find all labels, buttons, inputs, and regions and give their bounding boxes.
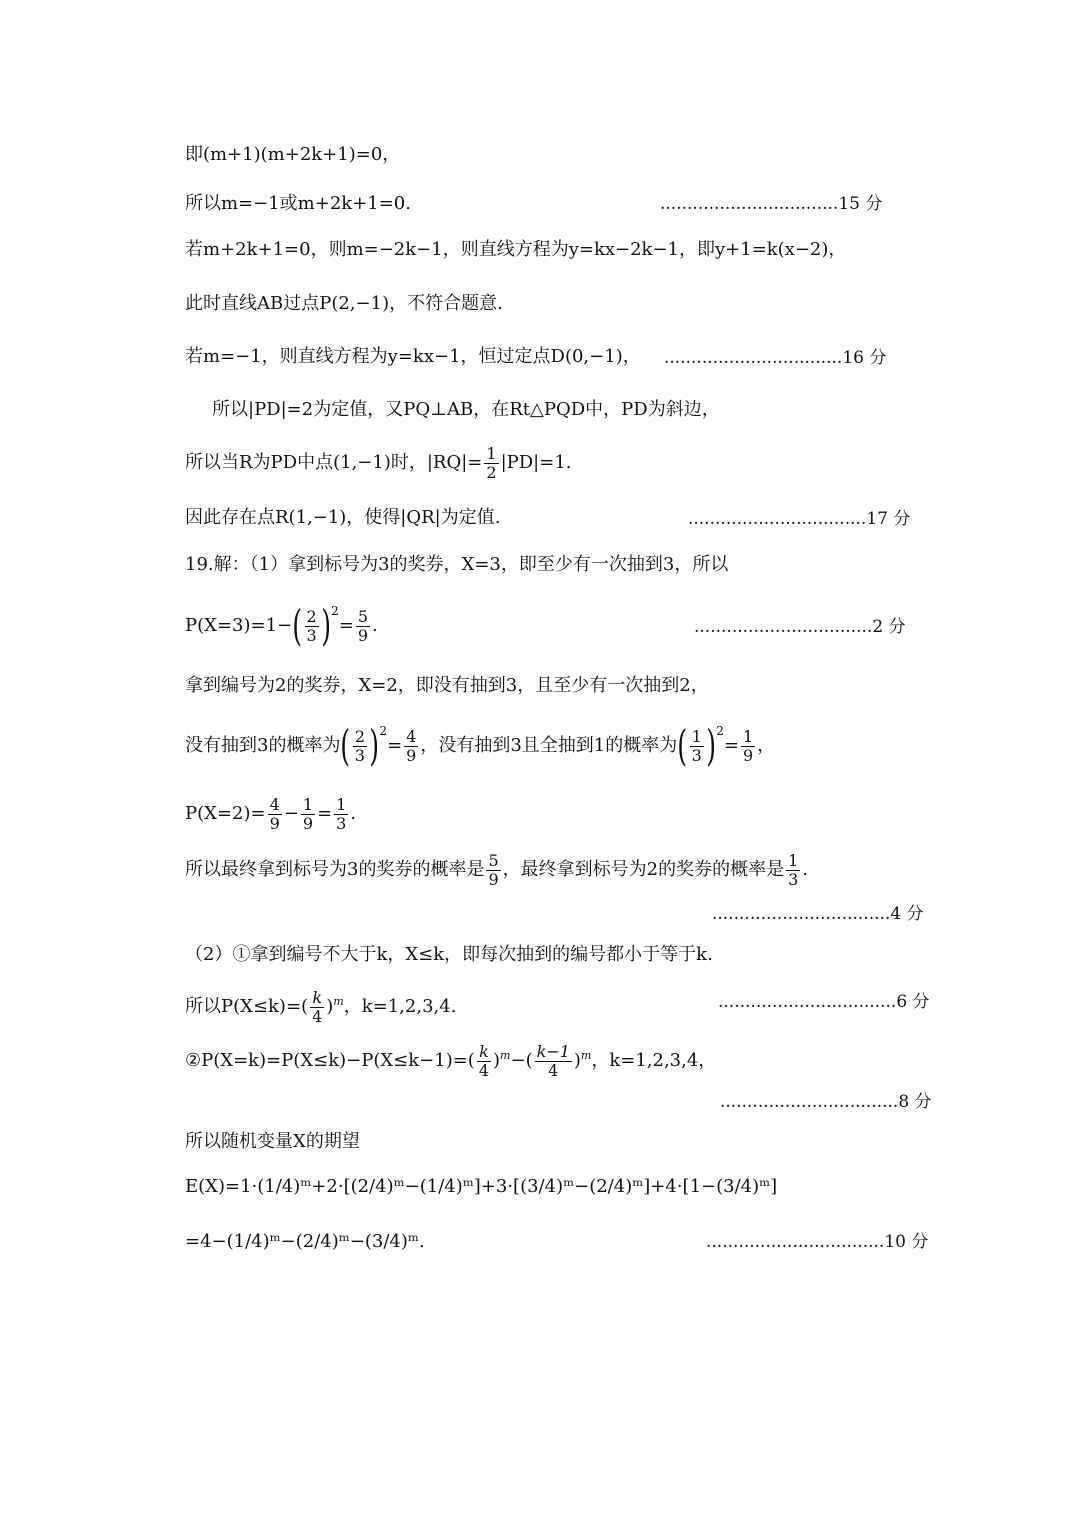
left-paren: ( <box>292 601 303 650</box>
right-paren: ) <box>320 601 331 650</box>
score-marker-8: .................................8 分 <box>720 1092 932 1112</box>
right-paren: ) <box>493 1050 501 1071</box>
line-7-text-b: |PD|=1. <box>500 452 572 473</box>
fraction-five-ninths: $\frac{5}{9}$ <box>357 606 369 645</box>
exponent-m: m <box>333 995 344 1008</box>
fraction-one-third-c: $\frac{1}{3}$ <box>788 850 799 889</box>
line-16-text-c: ，k=1,2,3,4. <box>343 996 457 1017</box>
score-marker-16: .................................16 分 <box>664 348 887 368</box>
score-marker-6: .................................6 分 <box>718 992 930 1012</box>
line-16-text-a: 所以P(X≤k)=( <box>185 996 309 1017</box>
line-10-end: . <box>372 615 378 636</box>
equation-line-18: 所以随机变量X的期望 <box>185 1131 360 1152</box>
exponent-square: 2 <box>716 724 724 738</box>
fraction-four-ninths-b: $\frac{4}{9}$ <box>269 794 280 833</box>
right-paren: ) <box>369 721 380 770</box>
fraction-two-thirds-b: $\frac{2}{3}$ <box>354 726 366 765</box>
equation-line-11: 拿到编号为2的奖券，X=2，即没有抽到3，且至少有一次抽到2， <box>185 675 709 696</box>
line-17-text-a: ②P(X=k)=P(X≤k)−P(X≤k−1)=( <box>185 1050 475 1071</box>
score-marker-17: .................................17 分 <box>688 509 911 529</box>
exponent-square: 2 <box>379 724 388 738</box>
fraction-one-third: $\frac{1}{3}$ <box>691 726 702 765</box>
equation-line-5: 若m=−1，则直线方程为y=kx−1，恒过定点D(0,−1)， <box>185 346 641 367</box>
right-paren: ) <box>573 1050 581 1071</box>
line-12-text-a: 没有抽到3的概率为 <box>185 735 341 756</box>
equation-line-2: 所以m=−1或m+2k+1=0. <box>185 193 411 214</box>
equation-line-7 <box>185 443 572 483</box>
equation-line-17 <box>185 1032 716 1085</box>
expectation-line-1: E(X)=1·(1/4)ᵐ+2·[(2/4)ᵐ−(1/4)ᵐ]+3·[(3/4)ᵐ−(2/4)ᵐ]+4·[1−(3/4)ᵐ] <box>185 1176 778 1197</box>
equation-line-12 <box>185 720 775 773</box>
expectation-line-2: =4−(1/4)ᵐ−(2/4)ᵐ−(3/4)ᵐ. <box>185 1231 425 1252</box>
equals-sign: = <box>723 735 739 756</box>
equation-p-x-3 <box>185 600 378 653</box>
equation-p-x-2 <box>185 790 356 838</box>
score-marker-4: .................................4 分 <box>712 904 924 924</box>
minus-paren: −( <box>510 1050 533 1071</box>
equation-line-8: 因此存在点R(1,−1)，使得|QR|为定值. <box>185 507 501 528</box>
score-marker-2: .................................2 分 <box>694 617 906 637</box>
line-10-equals: = <box>338 615 354 636</box>
score-marker-10: .................................10 分 <box>706 1232 929 1252</box>
equals-sign: = <box>317 803 333 824</box>
equation-line-4: 此时直线AB过点P(2,−1)，不符合题意. <box>185 293 503 314</box>
right-paren: ) <box>706 721 716 770</box>
fraction-one-ninth-b: $\frac{1}{9}$ <box>302 794 314 833</box>
line-14-text-a: 所以最终拿到标号为3的奖券的概率是 <box>185 859 485 880</box>
equation-line-1: 即(m+1)(m+2k+1)=0， <box>185 144 401 165</box>
fraction-four-ninths: $\frac{4}{9}$ <box>406 726 417 765</box>
line-14-text-b: ，最终拿到标号为2的奖券的概率是 <box>502 859 785 880</box>
exponent-m: m <box>580 1049 592 1062</box>
line-17-text-e: ，k=1,2,3,4， <box>591 1050 717 1071</box>
equation-line-14 <box>185 846 808 894</box>
fraction-k-over-4: $\frac{k}{4}$ <box>312 987 323 1026</box>
equation-line-3: 若m+2k+1=0，则m=−2k−1，则直线方程为y=kx−2k−1，即y+1=k(x−2)， <box>185 239 847 260</box>
equals-sign: = <box>387 735 403 756</box>
fraction-k-over-4-b: $\frac{k}{4}$ <box>478 1041 490 1080</box>
exponent-m: m <box>500 1049 511 1062</box>
line-14-end: . <box>802 859 809 880</box>
fraction-five-ninths-b: $\frac{5}{9}$ <box>488 850 499 889</box>
minus-sign: − <box>283 803 299 824</box>
line-7-text-a: 所以当R为PD中点(1,−1)时，|RQ|= <box>185 452 483 473</box>
score-marker-15: .................................15 分 <box>660 194 883 214</box>
fraction-half: $\frac{1}{2}$ <box>486 443 497 482</box>
fraction-one-third-b: $\frac{1}{3}$ <box>336 794 347 833</box>
line-12-end: ， <box>757 735 776 756</box>
exponent-square: 2 <box>331 604 339 618</box>
line-12-text-c: ，没有抽到3且全抽到1的概率为 <box>420 735 678 756</box>
right-paren: ) <box>326 996 334 1017</box>
line-13-text-a: P(X=2)= <box>185 803 266 824</box>
equation-line-16 <box>185 978 456 1031</box>
equation-line-6: 所以|PD|=2为定值，又PQ⊥AB，在Rt△PQD中，PD为斜边， <box>212 399 720 420</box>
problem-19-intro: 19.解：（1）拿到标号为3的奖券，X=3，即至少有一次抽到3，所以 <box>185 554 729 575</box>
left-paren: ( <box>340 721 351 770</box>
left-paren: ( <box>677 721 688 770</box>
fraction-one-ninth: $\frac{1}{9}$ <box>742 726 754 765</box>
fraction-two-thirds: $\frac{2}{3}$ <box>306 606 317 645</box>
fraction-k1-over-4: $\frac{k-1}{4}$ <box>536 1041 570 1080</box>
equation-line-15: （2）①拿到编号不大于k，X≤k，即每次抽到的编号都小于等于k. <box>185 944 713 965</box>
line-13-end: . <box>350 803 357 824</box>
line-10-text-a: P(X=3)=1− <box>185 615 293 636</box>
